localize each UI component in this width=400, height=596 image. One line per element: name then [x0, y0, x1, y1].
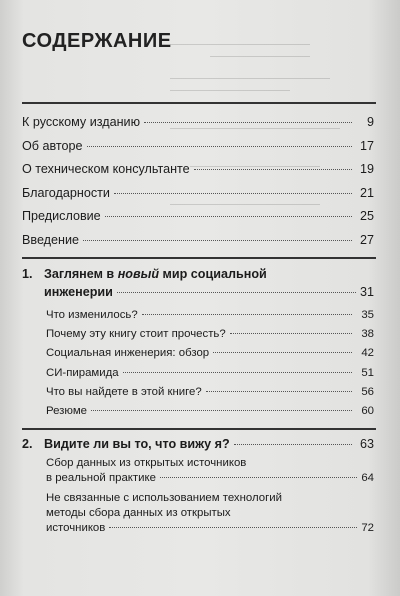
toc-entry-label: Благодарности: [22, 186, 110, 200]
chapter-page: 31: [359, 285, 374, 299]
chapter-title: Видите ли вы то, что вижу я?: [44, 437, 230, 451]
chapter-number: 1.: [22, 267, 33, 281]
section-label: Что изменилось?: [46, 309, 138, 321]
dot-leader: [105, 216, 352, 217]
toc-section[interactable]: [46, 308, 374, 323]
toc-entry[interactable]: [22, 208, 374, 224]
section-label: СИ-пирамида: [46, 367, 119, 379]
toc-section[interactable]: [46, 366, 374, 381]
section-page: 38: [361, 328, 374, 340]
dot-leader: [142, 314, 352, 315]
section-label: источников: [46, 522, 106, 534]
chapter-title-line2: инженерии 31: [44, 285, 374, 299]
dot-leader: [87, 146, 352, 147]
section-label: Не связанные с использованием технологий: [46, 492, 282, 504]
dot-leader: [234, 444, 352, 445]
divider: [22, 102, 376, 104]
toc-section[interactable]: [46, 456, 374, 486]
toc-entry-label: Предисловие: [22, 209, 101, 223]
dot-leader: [117, 292, 356, 293]
toc-entry-label: О техническом консультанте: [22, 162, 190, 176]
section-page: 72: [361, 522, 374, 534]
toc-entry[interactable]: [22, 232, 374, 248]
toc-chapter-2[interactable]: [22, 436, 374, 452]
dot-leader: [144, 122, 352, 123]
section-page: 42: [361, 347, 374, 359]
section-page: 64: [361, 472, 374, 484]
dot-leader: [206, 391, 352, 392]
toc-section[interactable]: [46, 346, 374, 361]
section-label: Сбор данных из открытых источников: [46, 457, 247, 469]
section-label: Резюме: [46, 405, 87, 417]
toc-chapter-1[interactable]: [22, 266, 374, 302]
chapter-number: 2.: [22, 437, 33, 451]
dot-leader: [123, 372, 352, 373]
section-page: 51: [361, 367, 374, 379]
page-title: СОДЕРЖАНИЕ: [22, 30, 172, 52]
toc-entry-label: Введение: [22, 233, 80, 247]
toc-entry-page: 9: [366, 115, 374, 129]
toc-entry[interactable]: [22, 161, 374, 177]
section-label: Что вы найдете в этой книге?: [46, 386, 202, 398]
toc-entry-page: 27: [359, 233, 374, 247]
dot-leader: [83, 240, 352, 241]
toc-section[interactable]: [46, 327, 374, 342]
section-label: методы сбора данных из открытых: [46, 507, 231, 519]
toc-section[interactable]: [46, 385, 374, 400]
toc-section[interactable]: [46, 404, 374, 419]
toc-entry-label: К русскому изданию: [22, 115, 141, 129]
section-label: в реальной практике: [46, 472, 156, 484]
dot-leader: [109, 527, 357, 528]
section-label: Почему эту книгу стоит прочесть?: [46, 328, 226, 340]
divider: [22, 428, 376, 430]
dot-leader: [91, 410, 352, 411]
dot-leader: [230, 333, 352, 334]
section-label: Социальная инженерия: обзор: [46, 347, 210, 359]
toc-section[interactable]: [46, 491, 374, 536]
section-page: 35: [361, 309, 374, 321]
dot-leader: [114, 193, 352, 194]
toc-entry-page: 25: [359, 209, 374, 223]
toc-entry[interactable]: [22, 185, 374, 201]
toc-entry-page: 21: [359, 186, 374, 200]
toc-entry[interactable]: [22, 114, 374, 130]
toc-entry-label: Об авторе: [22, 139, 83, 153]
chapter-page: 63: [359, 437, 374, 451]
section-page: 56: [361, 386, 374, 398]
dot-leader: [213, 352, 352, 353]
toc-entry-page: 19: [359, 162, 374, 176]
dot-leader: [194, 169, 352, 170]
toc-entry[interactable]: [22, 138, 374, 154]
dot-leader: [160, 477, 357, 478]
chapter-title: Заглянем в новый мир социальной: [44, 267, 267, 281]
section-page: 60: [361, 405, 374, 417]
toc-entry-page: 17: [359, 139, 374, 153]
divider: [22, 257, 376, 259]
